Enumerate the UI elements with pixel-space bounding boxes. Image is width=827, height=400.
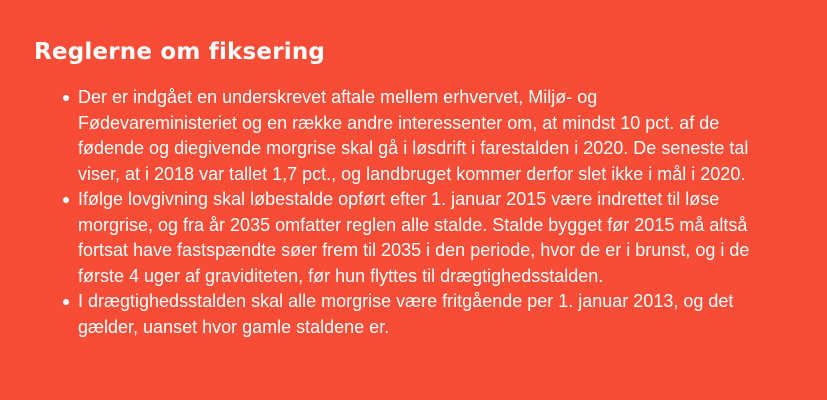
bullet-line: Der er indgået en underskrevet aftale mellem erhvervet, Miljø- og (78, 87, 598, 107)
bullet-line: fødende og diegivende morgrise skal gå i løsdrift i farestalden i 2020. De seneste tal (78, 138, 749, 158)
bullet-item (34, 187, 807, 289)
bullet-dot-icon (63, 197, 69, 203)
bullet-item (34, 289, 807, 340)
bullet-line: fortsat have fastspændte søer frem til 2035 i den periode, hvor de er i brunst, og i de (78, 240, 750, 260)
bullet-dot-icon (63, 299, 69, 305)
bullet-list (34, 85, 787, 340)
bullet-line: I drægtighedsstalden skal alle morgrise være fritgående per 1. januar 2013, og det (78, 291, 734, 311)
bullet-line: Ifølge lovgivning skal løbestalde opført efter 1. januar 2015 være indrettet til løse (78, 189, 720, 209)
bullet-line: første 4 uger af graviditeten, før hun flyttes til drægtighedsstalden. (78, 265, 604, 286)
card-title: Reglerne om fiksering (34, 39, 326, 65)
bullet-line: morgrise, og fra år 2035 omfatter reglen alle stalde. Stalde bygget før 2015 må altså (78, 214, 748, 235)
bullet-line: viser, at i 2018 var tallet 1,7 pct., og landbruget kommer derfor slet ikke i mål i 2020. (78, 163, 746, 184)
bullet-dot-icon (63, 95, 69, 101)
bullet-line: Fødevareministeriet og en række andre interessenter om, at mindst 10 pct. af de (78, 112, 720, 133)
bullet-item (34, 85, 807, 187)
bullet-line: gælder, uanset hvor gamle staldene er. (78, 316, 390, 337)
